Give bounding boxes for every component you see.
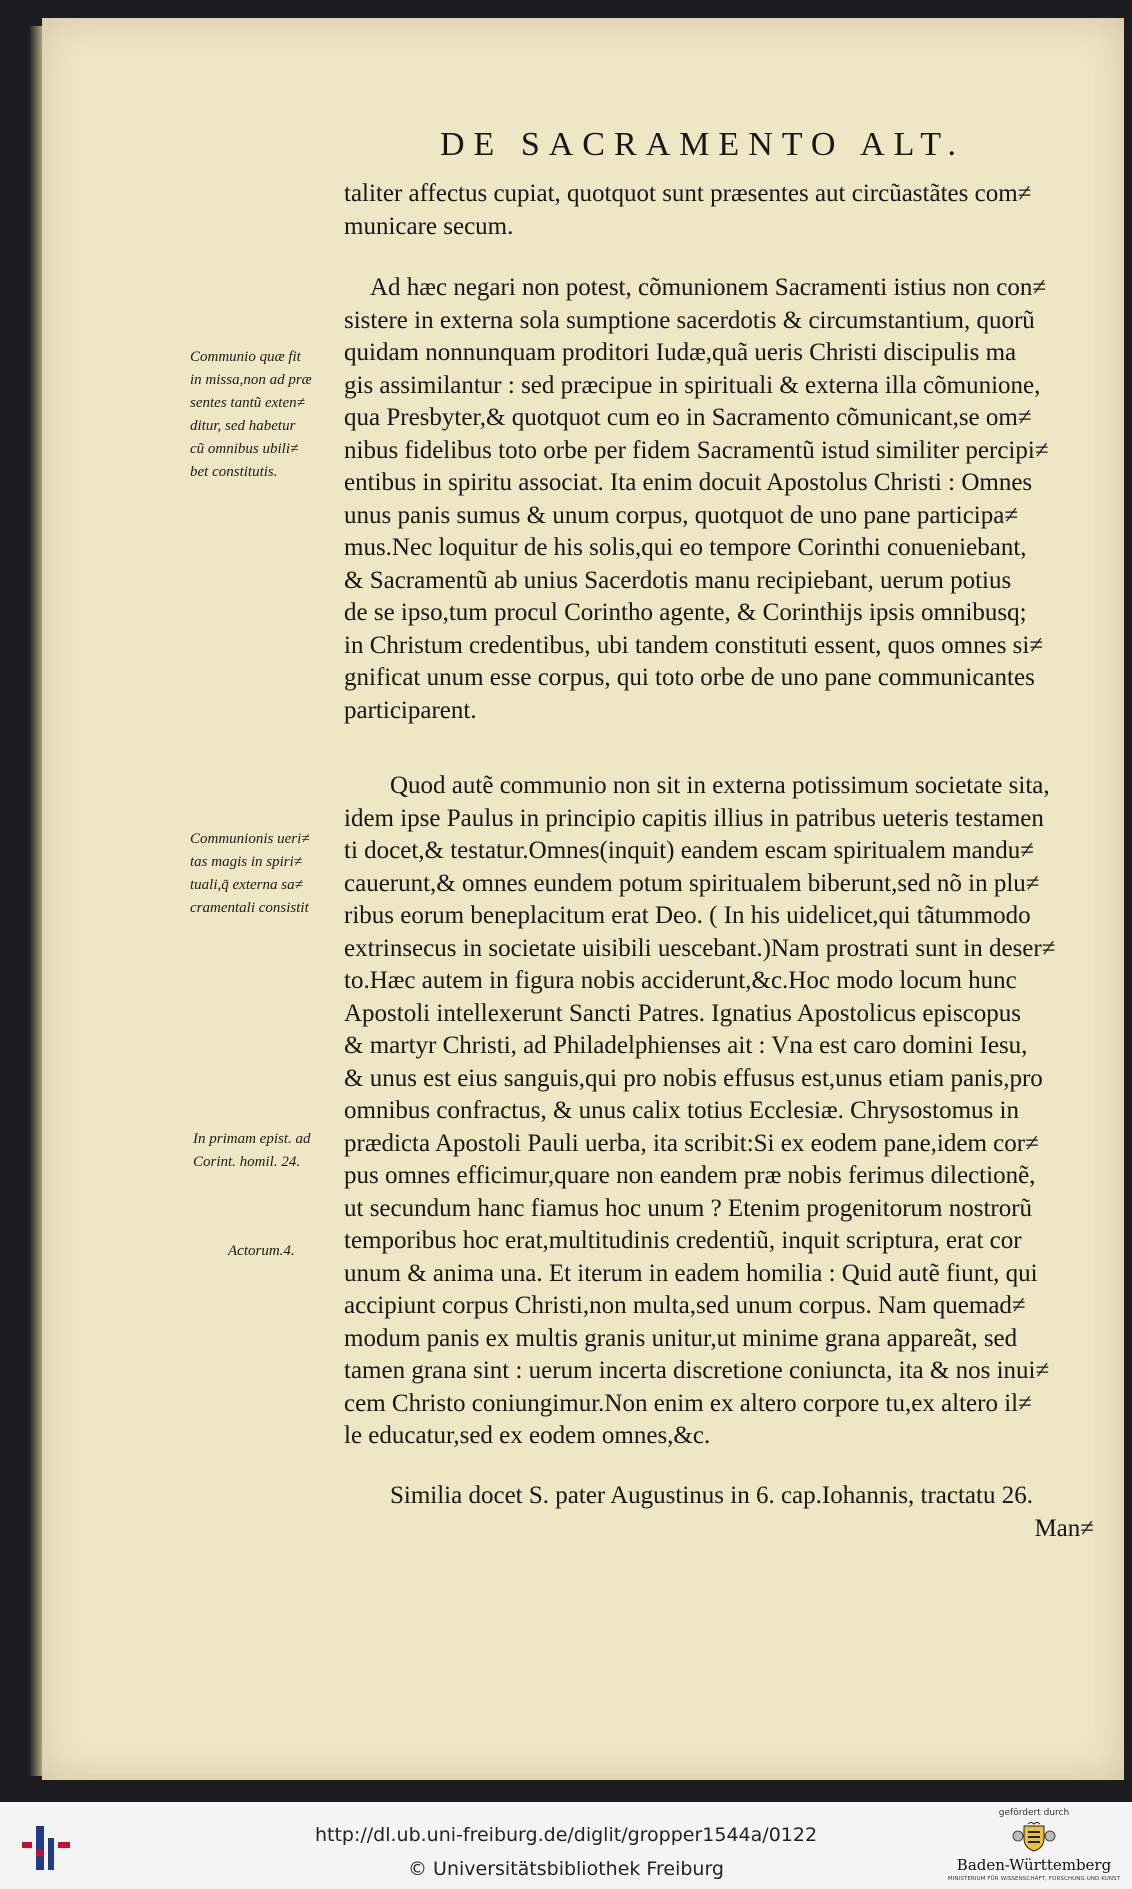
text-line: gnificat unum esse corpus, qui toto orbe de uno pane communicantes [344, 664, 1035, 691]
text-line: gis assimilantur : sed præcipue in spirituali & externa illa cõmunione, [344, 371, 1041, 399]
sponsor-logo [944, 1806, 1124, 1886]
text-line: prædicta Apostoli Pauli uerba, ita scribit:Si ex eodem pane,idem cor≠ [344, 1129, 1039, 1157]
document-url[interactable]: http://dl.ub.uni-freiburg.de/diglit/gropper1544a/0122 [314, 1824, 818, 1846]
text-line: cauerunt,& omnes eundem potum spiritualem biberunt,sed nõ in plu≠ [344, 869, 1040, 897]
text-line: cem Christo coniungimur.Non enim ex altero corpore tu,ex altero il≠ [344, 1389, 1032, 1417]
text-line: idem ipse Paulus in principio capitis illius in patribus ueteris testamen [344, 804, 1044, 832]
text-line: unum & anima una. Et iterum in eadem homilia : Quid autẽ fiunt, qui [344, 1259, 1038, 1287]
marginal-line: Corint. homil. 24. [193, 1154, 301, 1170]
text-line: ribus eorum beneplacitum erat Deo. ( In his uidelicet,qui tãtummodo [344, 902, 1031, 929]
marginal-line: in missa,non ad præ [190, 372, 312, 388]
text-line: & Sacramentũ ab unius Sacerdotis manu recipiebant, uerum potius [344, 566, 1012, 594]
marginal-note-2 [190, 828, 340, 920]
text-line: de se ipso,tum procul Corintho agente, & Corinthijs ipsis omnibusq; [344, 599, 1027, 626]
copyright-notice: © Universitätsbibliothek Freiburg [408, 1858, 724, 1880]
catchword: Man≠ [1034, 1514, 1094, 1542]
text-line: participarent. [344, 696, 477, 724]
text-line: taliter affectus cupiat, quotquot sunt præsentes aut circũastãtes com≠ [344, 180, 1032, 207]
text-line: unus panis sumus & unum corpus, quotquot de uno pane participa≠ [344, 501, 1019, 529]
text-line: tamen grana sint : uerum incerta discretione coniuncta, ita & nos inui≠ [344, 1357, 1050, 1384]
text-line: omnibus confractus, & unus calix totius Ecclesiæ. Chrysostomus in [344, 1097, 1019, 1124]
text-line: mus.Nec loquitur de his solis,qui eo tempore Corinthi conueniebant, [344, 534, 1027, 561]
marginal-line: Communio quæ fit [190, 349, 301, 365]
marginal-line: tas magis in spiri≠ [190, 854, 303, 870]
marginal-line: cramentali consistit [190, 900, 309, 916]
text-line: Ad hæc negari non potest, cõmunionem Sacramenti istius non con≠ [370, 274, 1047, 301]
paragraph-1 [344, 178, 1094, 243]
marginal-line: ditur, sed habetur [190, 418, 296, 434]
marginal-line: sentes tantũ exten≠ [190, 395, 305, 411]
marginal-line: tuali,q̃ externa sa≠ [190, 877, 303, 893]
text-line: sistere in externa sola sumptione sacerdotis & circumstantium, quorũ [344, 306, 1035, 334]
marginal-note-4 [228, 1240, 378, 1263]
text-line: Quod autẽ communio non sit in externa potissimum societate sita, [390, 772, 1050, 799]
text-line: ut secundum hanc fiamus hoc unum ? Etenim progenitorum nostrorũ [344, 1194, 1033, 1222]
viewer-footer [0, 1802, 1132, 1889]
marginal-line: cũ omnibus ubili≠ [190, 441, 299, 457]
marginal-line: In primam epist. ad [193, 1131, 311, 1147]
marginal-line: bet constitutis. [190, 464, 278, 480]
text-line: qua Presbyter,& quotquot cum eo in Sacramento cõmunicant,se om≠ [344, 404, 1032, 431]
text-line: modum panis ex multis granis unitur,ut minime grana appareãt, sed [344, 1324, 1018, 1352]
sponsor-name: Baden-Württemberg [956, 1856, 1112, 1874]
coat-of-arms-icon [1010, 1822, 1058, 1852]
text-line: temporibus hoc erat,multitudinis credentiũ, inquit scriptura, erat cor [344, 1227, 1022, 1254]
marginal-note-3 [193, 1128, 343, 1174]
paragraph-4 [344, 1480, 1094, 1545]
marginal-line: Communionis ueri≠ [190, 831, 310, 847]
text-line: ti docet,& testatur.Omnes(inquit) eandem escam spiritualem mandu≠ [344, 837, 1034, 864]
text-line: quidam nonnunquam proditori Iudæ,quã ueris Christi discipulis ma [344, 339, 1017, 366]
marginal-note-1 [190, 346, 340, 484]
text-line: entibus in spiritu associat. Ita enim docuit Apostolus Christi : Omnes [344, 469, 1033, 496]
text-line: accipiunt corpus Christi,non multa,sed unum corpus. Nam quemad≠ [344, 1292, 1026, 1319]
text-line: municare secum. [344, 212, 514, 240]
text-line: Similia docet S. pater Augustinus in 6. cap.Iohannis, tractatu 26. [390, 1482, 1033, 1509]
text-line: pus omnes efficimur,quare non eandem præ nobis ferimus dilectionẽ, [344, 1162, 1036, 1189]
running-head: DE SACRAMENTO ALT. [440, 126, 966, 163]
paragraph-3 [344, 770, 1094, 1453]
paragraph-2 [344, 272, 1094, 727]
marginal-line: Actorum.4. [228, 1243, 295, 1259]
text-line: & martyr Christi, ad Philadelphienses ait : Vna est caro domini Iesu, [344, 1032, 1028, 1059]
text-line: in Christum credentibus, ubi tandem constituti essent, quos omnes si≠ [344, 631, 1044, 659]
text-line: Apostoli intellexerunt Sancti Patres. Ignatius Apostolicus episcopus [344, 999, 1022, 1027]
text-line: to.Hæc autem in figura nobis acciderunt,&c.Hoc modo locum hunc [344, 967, 1017, 994]
text-line: & unus est eius sanguis,qui pro nobis effusus est,unus etiam panis,pro [344, 1064, 1043, 1092]
text-line: extrinsecus in societate uisibili uescebant.)Nam prostrati sunt in deser≠ [344, 934, 1056, 962]
text-line: nibus fidelibus toto orbe per fidem Sacramentũ istud similiter percipi≠ [344, 436, 1049, 464]
sponsor-ministry: MINISTERIUM FÜR WISSENSCHAFT, FORSCHUNG UND KUNST [947, 1876, 1121, 1882]
text-line: le educatur,sed ex eodem omnes,&c. [344, 1422, 711, 1449]
sponsor-label: gefördert durch [998, 1808, 1070, 1818]
